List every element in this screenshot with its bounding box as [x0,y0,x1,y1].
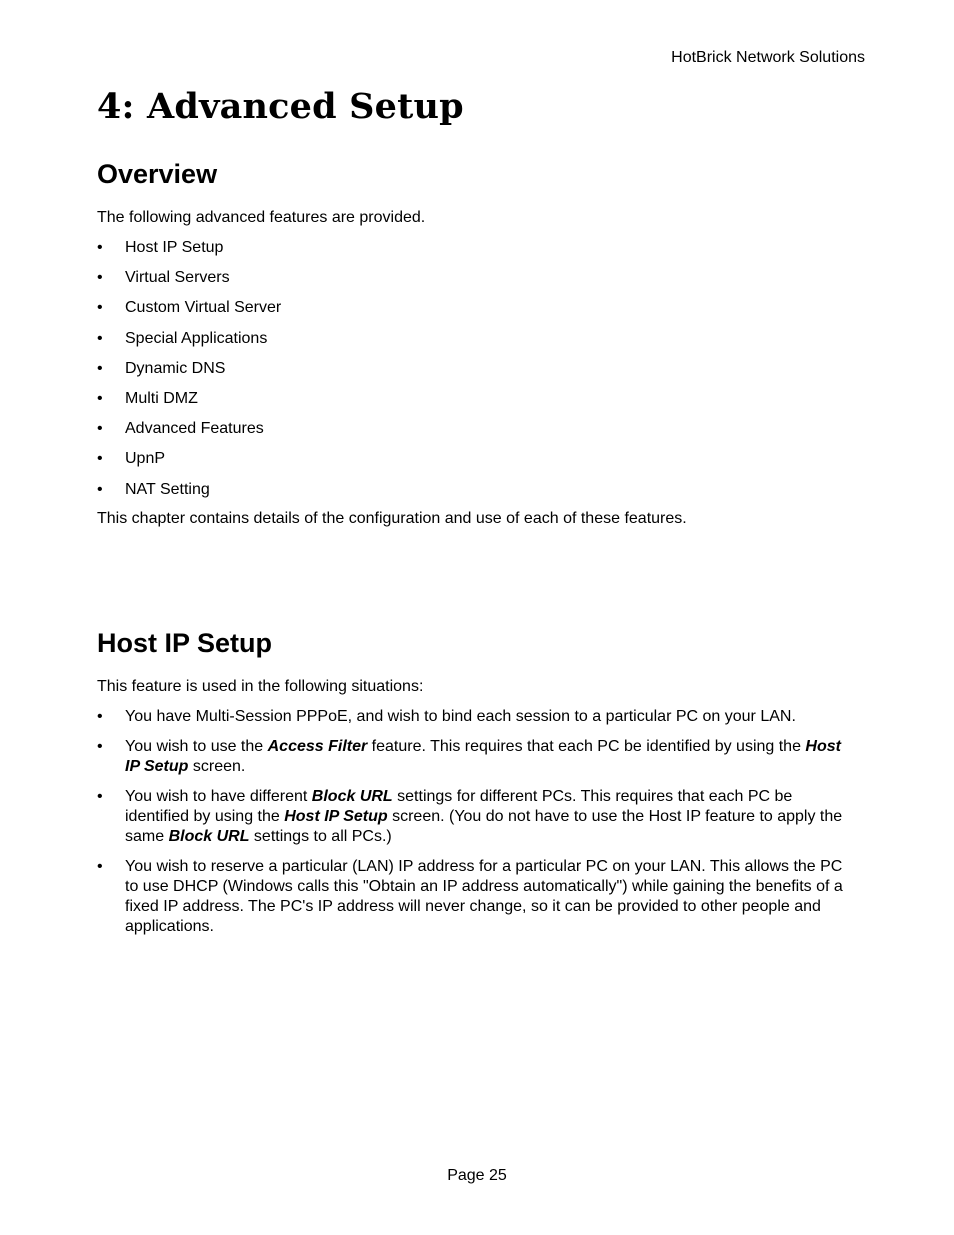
situation-text: You wish to reserve a particular (LAN) IP address for a particular PC on your LAN. This allows the PC to use DHCP (Windows calls this "Obtain an IP address automatically") while gaining the benefits of a fixed IP address. The PC's IP address will never change, so it can be provided to other people and applications. [125,857,843,935]
overview-heading: Overview [97,159,218,189]
bullet-icon: • [97,707,103,725]
feature-label: Multi DMZ [125,389,198,407]
page-number: Page 25 [447,1167,507,1184]
list-item [97,359,857,379]
situation-text: settings for different PCs. This requires that each PC be identified by using the [125,787,793,825]
list-item [97,787,857,847]
chapter-title: 4: Advanced Setup [97,86,464,127]
list-item [97,449,857,469]
bullet-icon: • [97,450,103,468]
bullet-icon: • [97,480,103,498]
situation-text: You wish to have different [125,787,312,805]
list-item [97,268,857,288]
term-access-filter: Access Filter [267,737,368,755]
list-item [97,238,857,258]
bullet-icon: • [97,857,103,875]
running-header: HotBrick Network Solutions [671,49,865,66]
host-ip-setup-heading: Host IP Setup [97,627,273,658]
list-item [97,329,857,349]
bullet-icon: • [97,389,103,407]
list-item [97,707,857,727]
bullet-icon: • [97,239,103,256]
overview-intro: The following advanced features are provided. [97,209,426,226]
feature-label: Dynamic DNS [125,359,226,377]
situations-list [97,707,857,937]
term-host-ip-setup: Host IP Setup [284,807,388,825]
term-block-url: Block URL [168,827,250,845]
feature-label: Virtual Servers [125,269,230,287]
features-list [97,238,857,500]
overview-closing: This chapter contains details of the configuration and use of each of these features. [97,509,687,527]
situation-text: screen. (You do not have to use the Host IP feature to apply the same [125,807,843,845]
situation-text: settings to all PCs.) [249,827,392,845]
bullet-icon: • [97,269,103,287]
bullet-icon: • [97,359,103,377]
situation-text: You wish to use the [125,737,268,755]
feature-label: Special Applications [125,329,268,347]
situation-text: screen. [188,757,246,775]
page-content [97,84,857,937]
list-item [97,857,857,937]
host-ip-setup-intro: This feature is used in the following situations: [97,677,424,695]
list-item [97,419,857,439]
bullet-icon: • [97,329,103,347]
term-block-url: Block URL [311,787,393,805]
feature-label: UpnP [125,450,166,468]
bullet-icon: • [97,787,103,805]
bullet-icon: • [97,737,103,755]
bullet-icon: • [97,299,103,317]
list-item [97,298,857,318]
list-item [97,389,857,409]
feature-label: NAT Setting [125,480,210,498]
feature-label: Advanced Features [125,420,264,438]
list-item [97,480,857,500]
term-host-ip-setup: Host IP Setup [125,737,841,775]
situation-text: feature. This requires that each PC be identified by using the [367,737,806,755]
list-item [97,737,857,777]
situation-text: You have Multi-Session PPPoE, and wish to bind each session to a particular PC on your LAN. [125,707,796,725]
bullet-icon: • [97,420,103,438]
feature-label: Custom Virtual Server [125,299,282,317]
feature-label: Host IP Setup [125,239,224,256]
